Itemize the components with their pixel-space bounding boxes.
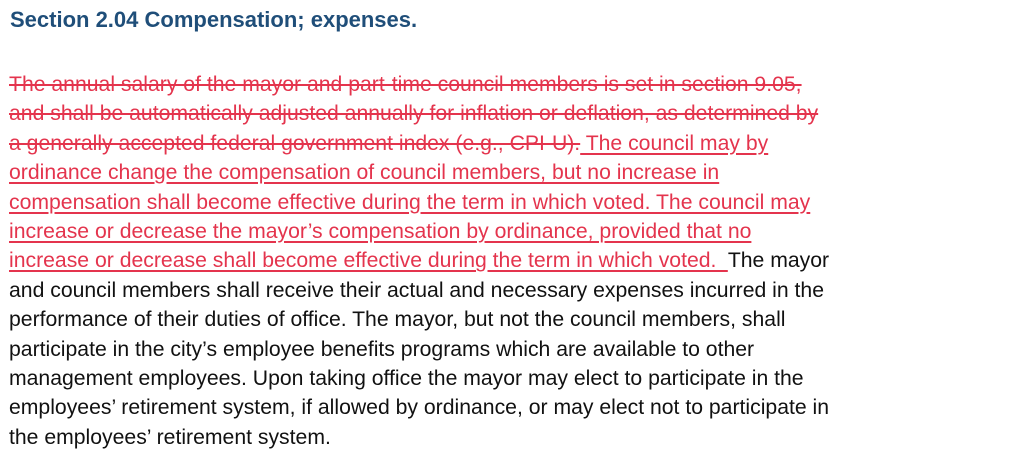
body-text-run: and council members shall receive their actual and necessary expenses incurred in the	[9, 278, 824, 302]
text-line	[9, 393, 1019, 422]
inserted-text: increase or decrease shall become effective during the term in which voted.	[9, 249, 728, 273]
deleted-text: a generally accepted federal government index (e.g., CPI-U).	[9, 131, 581, 155]
text-line	[9, 364, 1019, 393]
text-line	[9, 70, 1019, 99]
text-line	[9, 129, 1019, 158]
text-line	[9, 99, 1019, 128]
section-body	[9, 70, 1019, 452]
text-line	[9, 305, 1019, 334]
section-heading: Section 2.04 Compensation; expenses.	[10, 7, 418, 32]
text-line	[9, 276, 1019, 305]
body-text-run: the employees’ retirement system.	[9, 425, 331, 449]
text-line	[9, 335, 1019, 364]
body-text-run: employees’ retirement system, if allowed by ordinance, or may elect not to participate in	[9, 396, 830, 420]
text-line	[9, 188, 1019, 217]
body-text-run: The mayor	[727, 249, 830, 273]
body-text-run: management employees. Upon taking office the mayor may elect to participate in the	[9, 366, 804, 390]
text-line	[9, 246, 1019, 275]
text-line	[9, 217, 1019, 246]
inserted-text: The council may by	[580, 131, 769, 155]
text-line	[9, 158, 1019, 187]
body-text-run: performance of their duties of office. The mayor, but not the council members, shall	[9, 308, 786, 332]
inserted-text: increase or decrease the mayor’s compensation by ordinance, provided that no	[9, 219, 752, 243]
text-line	[9, 423, 1019, 452]
deleted-text: and shall be automatically adjusted annually for inflation or deflation, as determined by	[9, 102, 819, 126]
inserted-text: ordinance change the compensation of council members, but no increase in	[9, 161, 720, 185]
inserted-text: compensation shall become effective during the term in which voted. The council may	[9, 190, 811, 214]
deleted-text: The annual salary of the mayor and part-time council members is set in section 9.05,	[9, 73, 802, 96]
body-text-run: participate in the city’s employee benefits programs which are available to other	[9, 337, 755, 361]
